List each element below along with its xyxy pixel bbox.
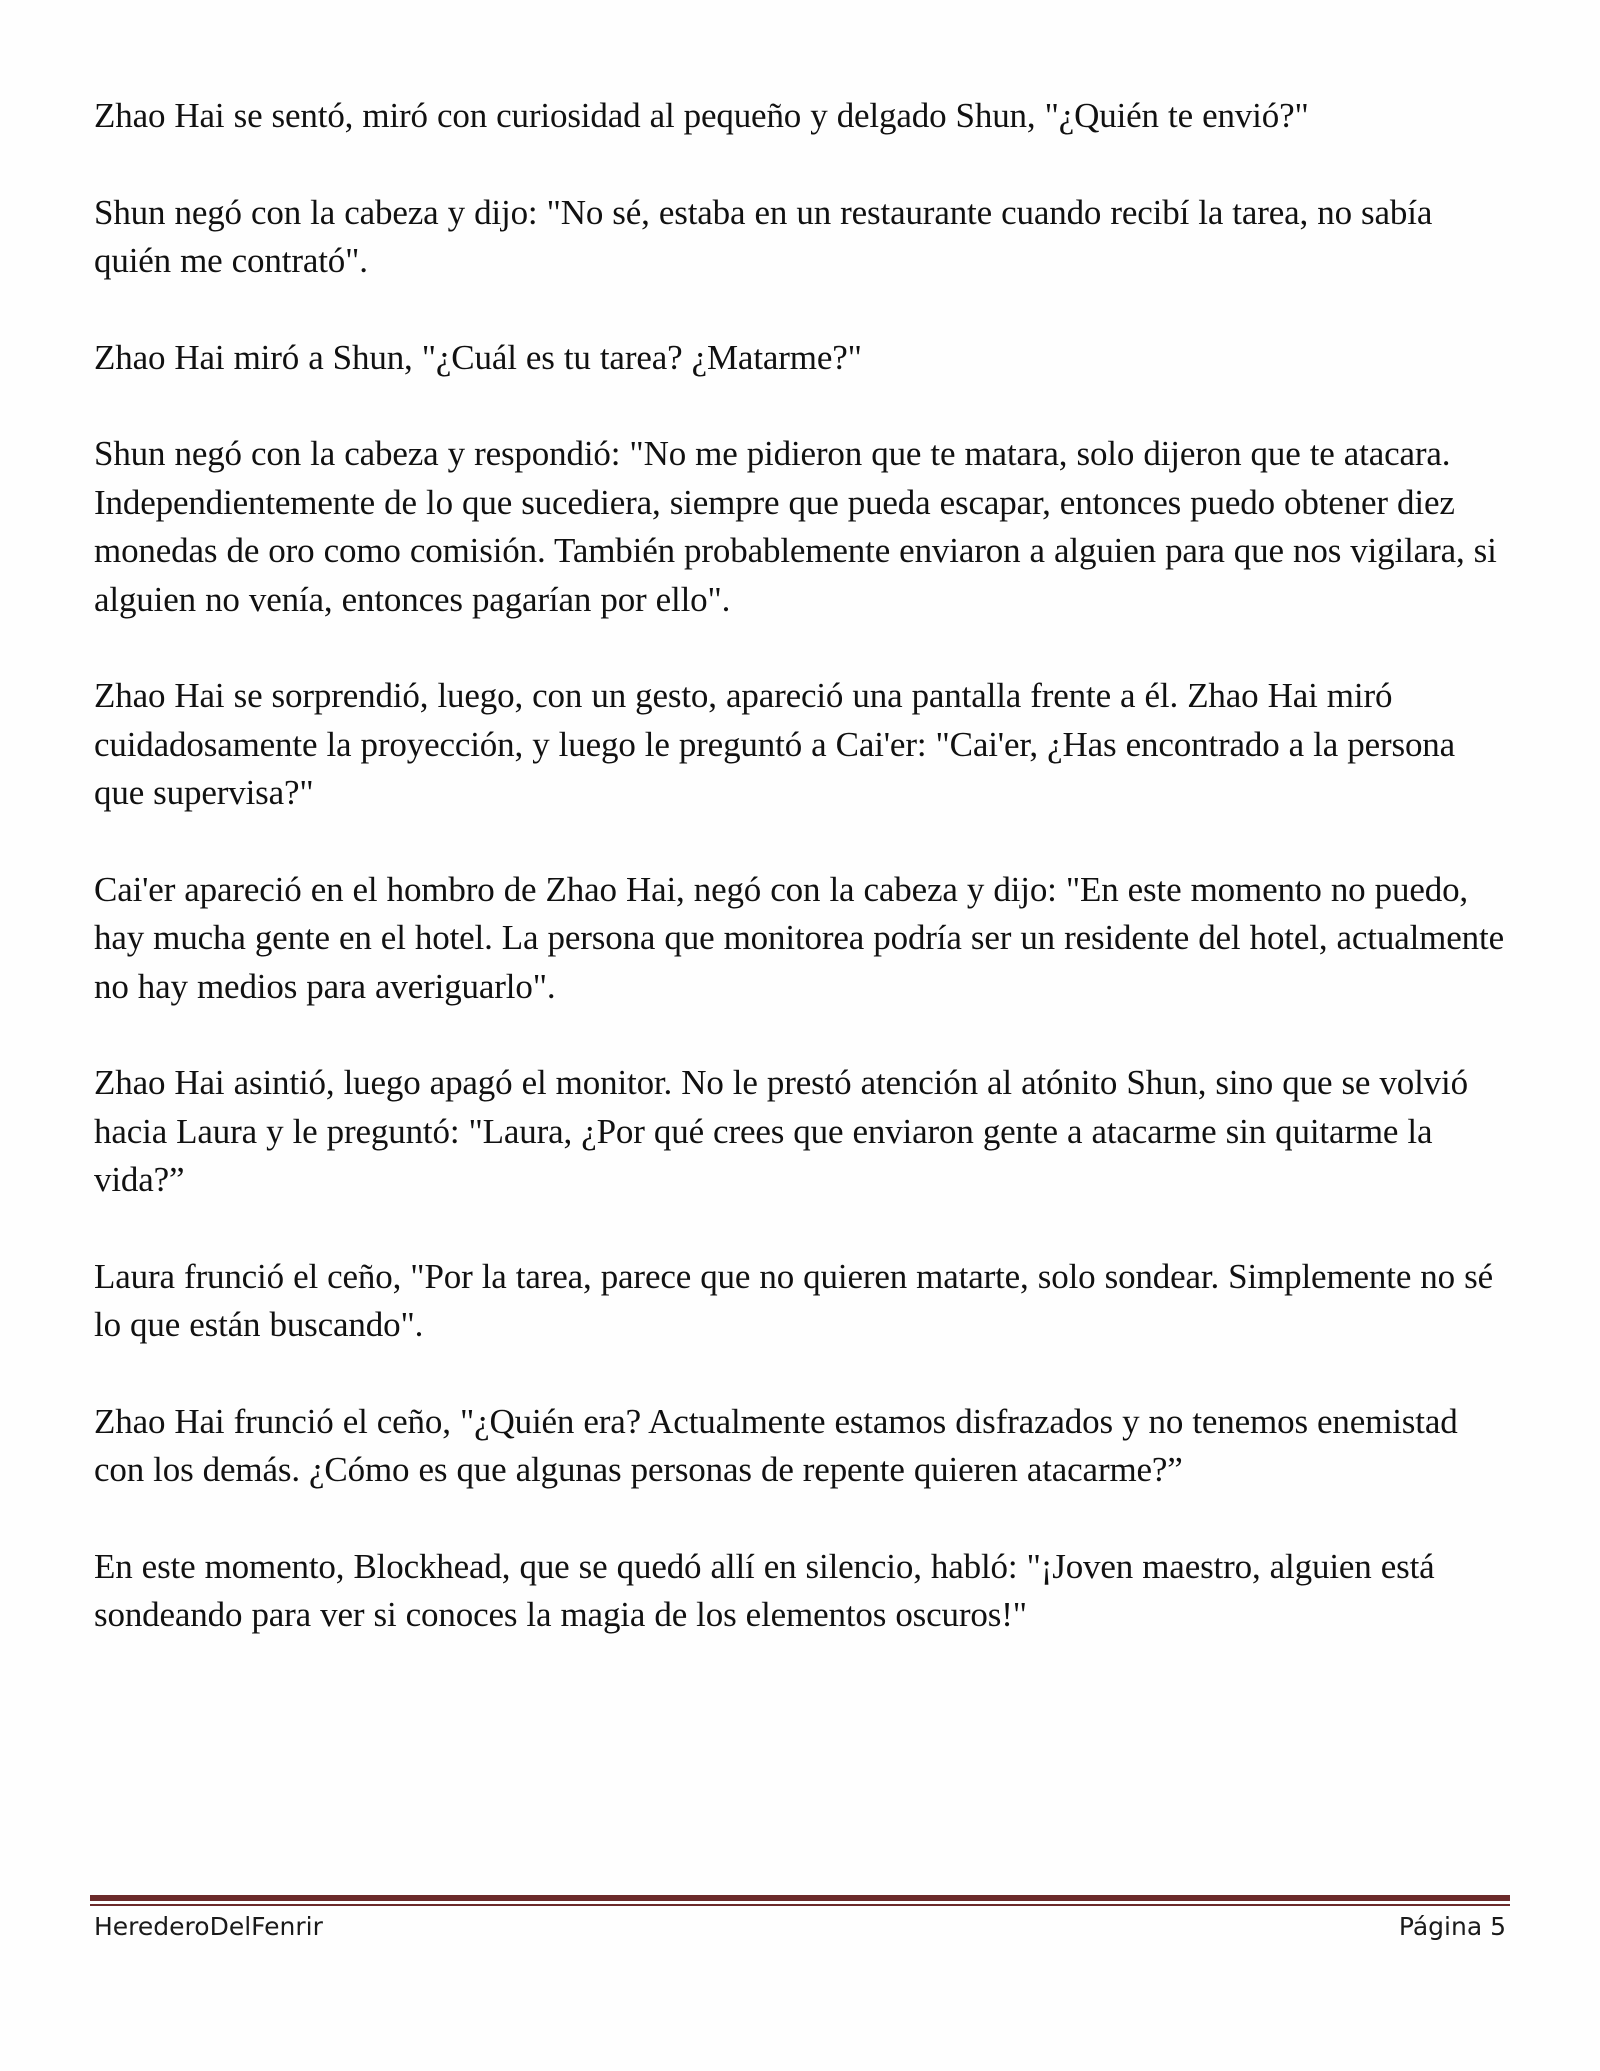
paragraph-8: Laura frunció el ceño, "Por la tarea, parece que no quieren matarte, solo sondear. Simplemente no sé lo que están buscando". [94,1256,1493,1344]
footer-divider-thin [90,1904,1510,1906]
paragraph-7: Zhao Hai asintió, luego apagó el monitor. No le prestó atención al atónito Shun, sino que se volvió hacia Laura y le preguntó: "Laura, ¿Por qué crees que enviaron gente a atacarme sin quitarme la vida?” [94,1063,1468,1199]
paragraph-2: Shun negó con la cabeza y dijo: "No sé, estaba en un restaurante cuando recibí la tarea, no sabía quién me contrató". [94,192,1433,280]
paragraph-1: Zhao Hai se sentó, miró con curiosidad al pequeño y delgado Shun, "¿Quién te envió?" [94,96,1309,135]
footer-page-number: Página 5 [1398,1912,1506,1941]
paragraph-10: En este momento, Blockhead, que se quedó allí en silencio, habló: "¡Joven maestro, alguien está sondeando para ver si conoces la magia de los elementos oscuros!" [94,1546,1435,1634]
paragraph-4: Shun negó con la cabeza y respondió: "No me pidieron que te matara, solo dijeron que te atacara. Independientemente de lo que sucediera, siempre que pueda escapar, entonces puedo obtener diez monedas de oro como comisión. También probablemente enviaron a alguien para que nos vigilara, si alguien no venía, entonces pagarían por ello". [94,434,1497,619]
body-text [94,92,1514,1688]
footer-divider [90,1895,1510,1901]
paragraph-3: Zhao Hai miró a Shun, "¿Cuál es tu tarea? ¿Matarme?" [94,337,862,377]
paragraph-5: Zhao Hai se sorprendió, luego, con un gesto, apareció una pantalla frente a él. Zhao Hai miró cuidadosamente la proyección, y luego le preguntó a Cai'er: "Cai'er, ¿Has encontrado a la persona que supervisa?" [94,676,1456,812]
paragraph-9: Zhao Hai frunció el ceño, "¿Quién era? Actualmente estamos disfrazados y no tenemos enemistad con los demás. ¿Cómo es que algunas personas de repente quieren atacarme?” [94,1401,1458,1489]
paragraph-6: Cai'er apareció en el hombro de Zhao Hai, negó con la cabeza y dijo: "En este momento no puedo, hay mucha gente en el hotel. La persona que monitorea podría ser un residente del hotel, actualmente no hay medios para averiguarlo". [94,869,1504,1006]
footer-author: HerederoDelFenrir [94,1912,323,1941]
